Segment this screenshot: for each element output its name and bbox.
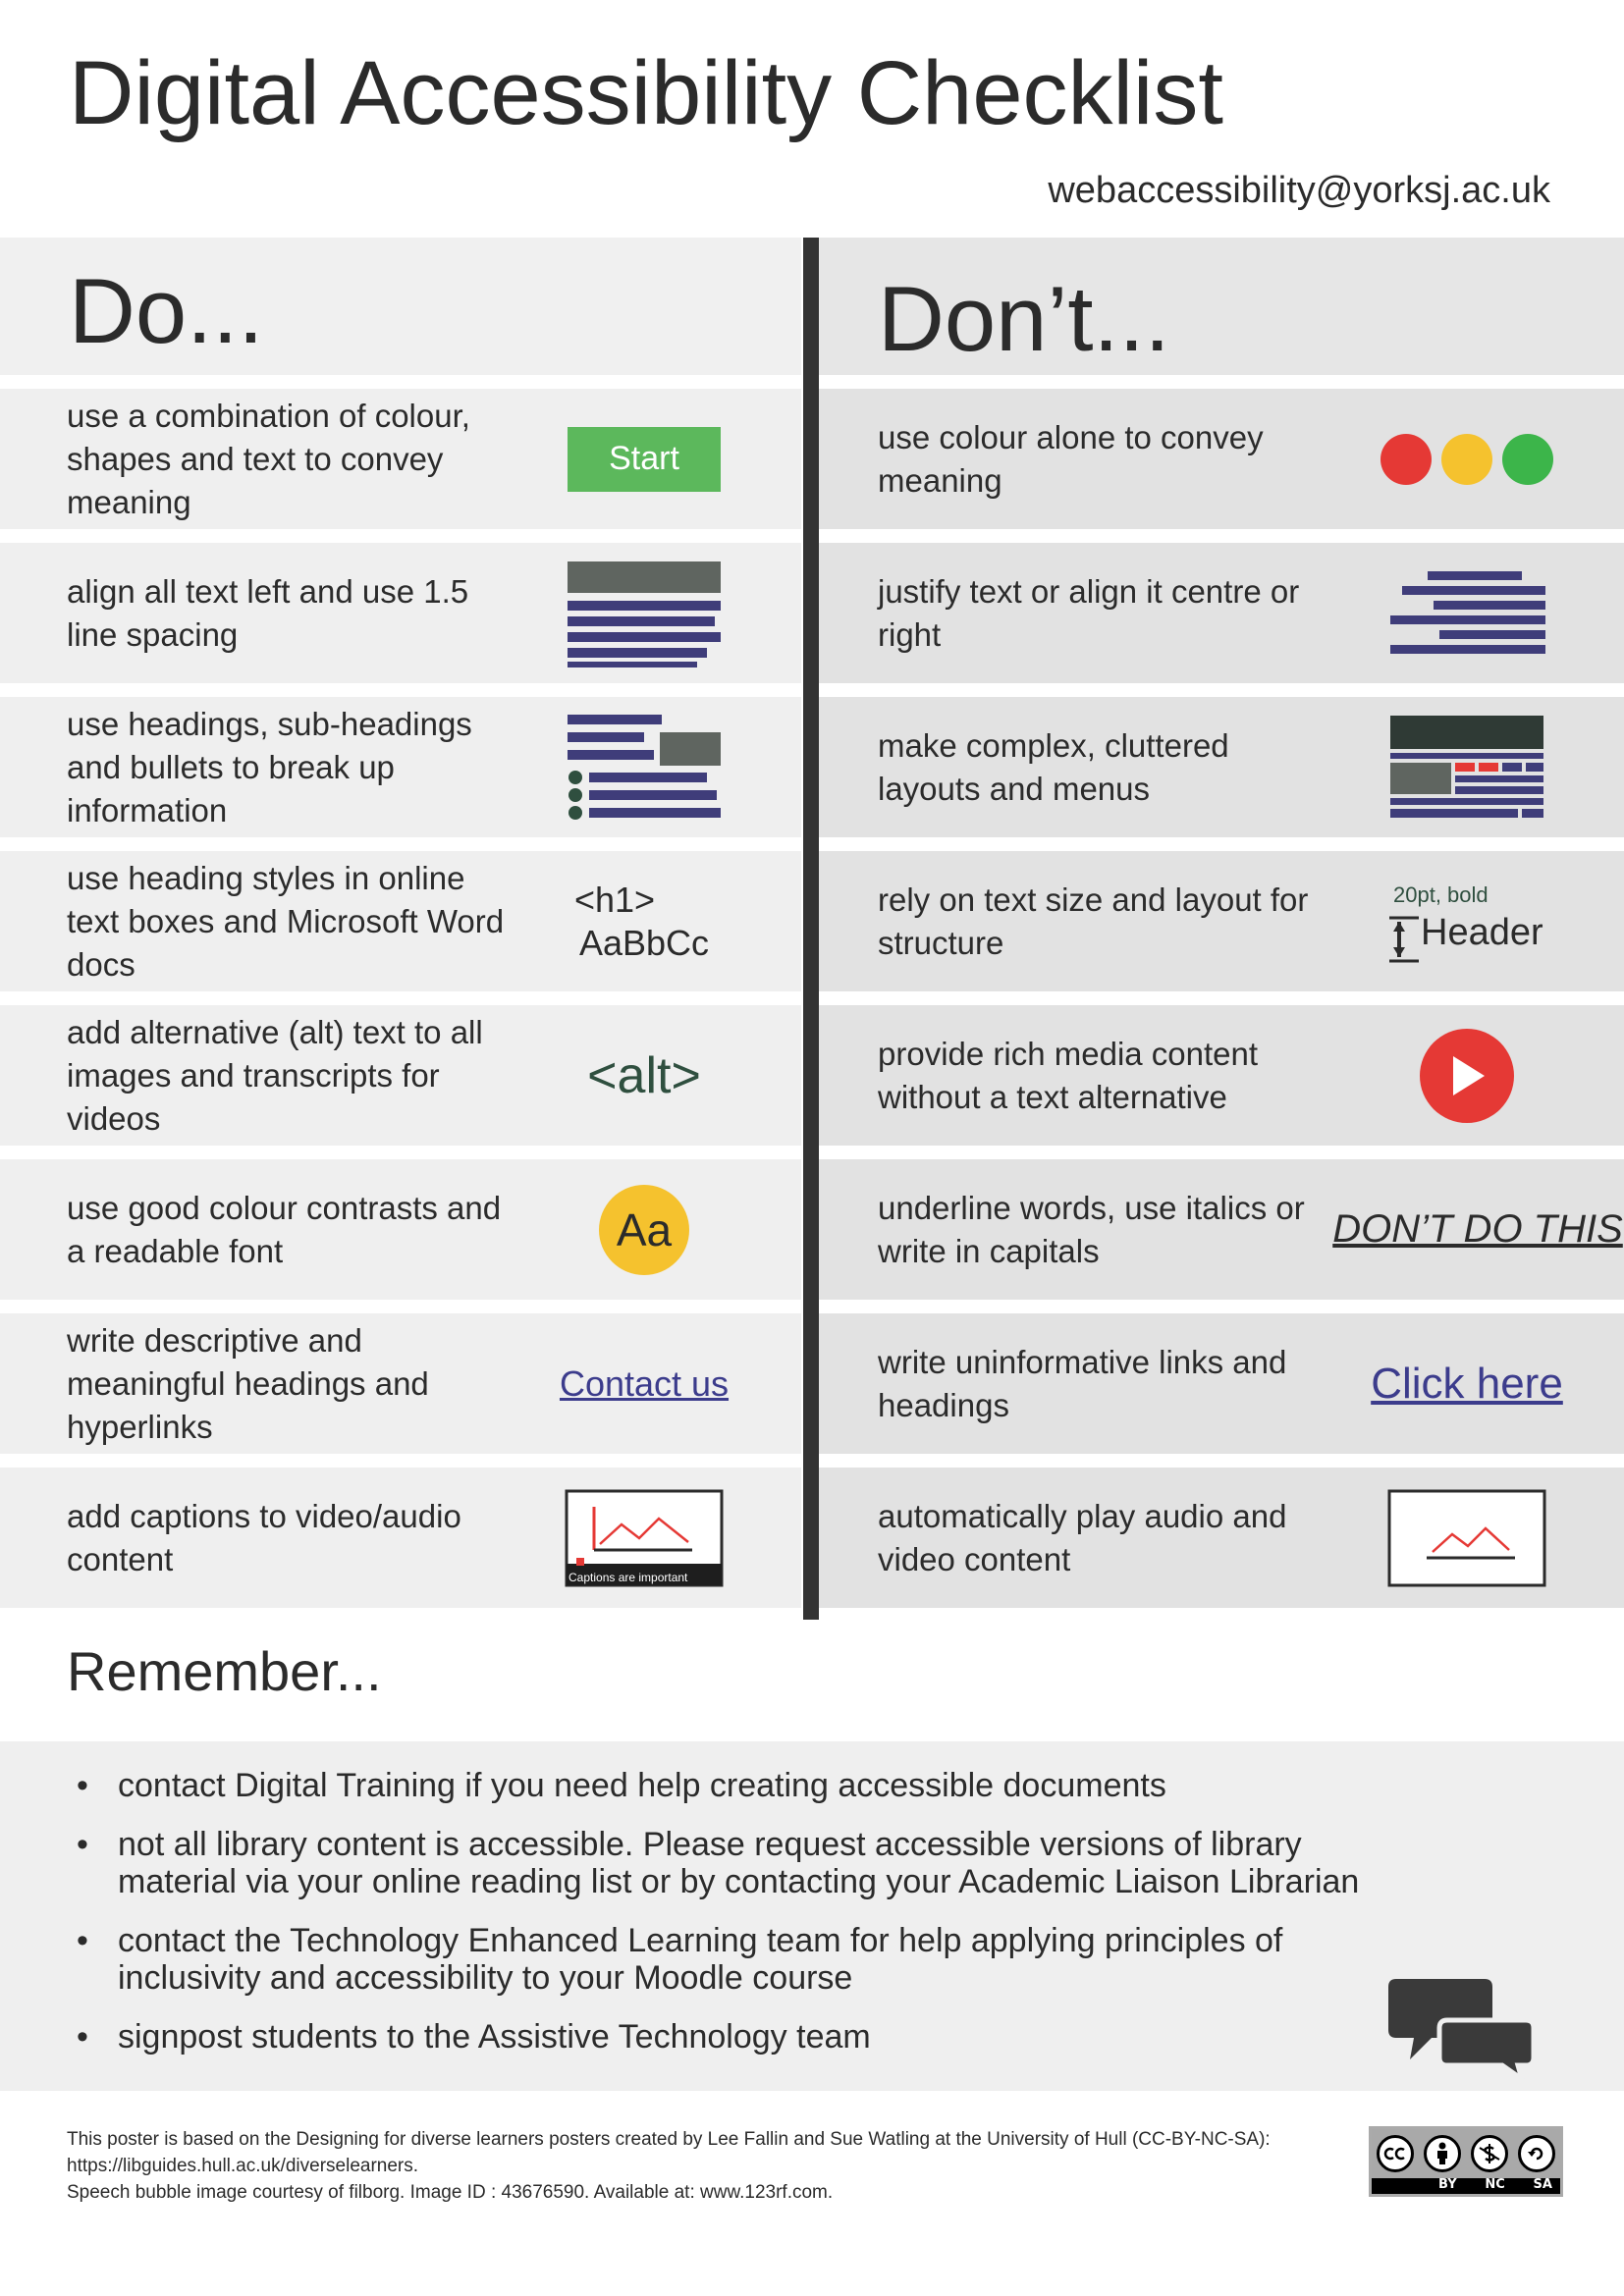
fake-header-sample [1383, 882, 1550, 961]
contact-email: webaccessibility@yorksj.ac.uk [1048, 170, 1550, 211]
dont-row-autoplay [819, 1468, 1624, 1608]
dont-row-uninformative-links [819, 1313, 1624, 1454]
do-row-text: use headings, sub-headings and bullets to break up information [67, 705, 472, 828]
dont-row-visual [1332, 1159, 1623, 1300]
dont-row-visual [1349, 389, 1585, 529]
column-divider [803, 238, 819, 1620]
dont-row-visual [1349, 543, 1585, 683]
dont-heading: Don’t... [878, 267, 1170, 370]
font-size-note: 20pt, bold [1393, 881, 1489, 907]
autoplay-video-icon [1387, 1489, 1546, 1587]
do-row-captions [0, 1468, 801, 1608]
do-row-text: add captions to video/audio content [67, 1497, 461, 1577]
remember-list-item [77, 1826, 1412, 1900]
do-row-text: write descriptive and meaningful headings and hyperlinks [67, 1321, 429, 1445]
do-row-alt-text [0, 1005, 801, 1146]
attribution-line: This poster is based on the Designing for diverse learners posters created by Lee Fallin and Sue Watling at the University of Hull (CC-BY-NC-SA): [67, 2129, 1271, 2150]
dont-row-visual [1349, 1005, 1585, 1146]
style-preview-label: AaBbCc [578, 922, 710, 963]
left-aligned-text-icon [566, 560, 723, 667]
remember-item-text: signpost students to the Assistive Technology team [118, 2018, 871, 2056]
heading-style-sample [573, 879, 710, 965]
do-row-text: use good colour contrasts and a readable font [67, 1189, 502, 1269]
captions-label: Captions are important [568, 1570, 688, 1584]
dont-row-justify [819, 543, 1624, 683]
dont-row-cluttered [819, 697, 1624, 837]
remember-list-item [77, 1922, 1412, 1997]
do-row-visual [526, 543, 762, 683]
attribution-icon [1424, 2135, 1461, 2172]
do-row-text: add alternative (alt) text to all images and transcripts for videos [67, 1013, 483, 1137]
do-row-contrast [0, 1159, 801, 1300]
header-sample-label: Header [1421, 911, 1543, 953]
alt-tag-sample: <alt> [587, 1046, 701, 1104]
do-row-heading-styles [0, 851, 801, 991]
contrast-sample-icon: Aa [599, 1185, 689, 1275]
do-row-visual [526, 697, 762, 837]
start-button-sample: Start [568, 427, 721, 492]
dont-row-text: automatically play audio and video content [878, 1497, 1287, 1577]
dont-row-text: write uninformative links and headings [878, 1343, 1287, 1423]
remember-item-text: contact the Technology Enhanced Learning team for help applying principles of inclusivity and accessibility to your Moodle course [118, 1922, 1283, 1997]
cc-icon [1377, 2135, 1414, 2172]
contact-us-link-sample: Contact us [559, 1362, 730, 1404]
cluttered-layout-icon [1388, 714, 1545, 822]
cc-label-sa: SA [1533, 2177, 1552, 2192]
do-row-visual [526, 1005, 762, 1146]
sharealike-icon [1518, 2135, 1555, 2172]
dont-row-visual [1349, 1313, 1585, 1454]
dont-row-text: underline words, use italics or write in capitals [878, 1189, 1305, 1269]
dont-do-this-sample: DON’T DO THIS [1332, 1207, 1623, 1251]
traffic-light-dots [1380, 434, 1553, 485]
bullet-icon: • [77, 1767, 88, 1804]
do-row-text: use heading styles in online text boxes and Microsoft Word docs [67, 859, 505, 983]
red-dot-icon [1380, 434, 1432, 485]
cc-icon-strip [1372, 2129, 1560, 2178]
do-row-descriptive-links [0, 1313, 801, 1454]
image-credit: Speech bubble image courtesy of filborg. Image ID : 43676590. Available at: www.123rf.com. [67, 2182, 834, 2203]
dont-row-visual [1349, 697, 1585, 837]
do-row-visual [526, 389, 762, 529]
dont-row-visual [1349, 851, 1585, 991]
cc-label-nc: NC [1485, 2177, 1505, 2192]
bullet-icon: • [77, 1922, 88, 1959]
h1-tag-label: <h1> [573, 879, 656, 920]
remember-heading: Remember... [67, 1640, 382, 1702]
click-here-link-sample: Click here [1371, 1359, 1563, 1408]
person-glyph-icon [1433, 2142, 1452, 2165]
do-row-colour-shapes [0, 389, 801, 529]
cc-label-by: BY [1438, 2177, 1457, 2192]
dont-row-text: use colour alone to convey meaning [878, 418, 1264, 499]
dont-row-text: rely on text size and layout for structure [878, 881, 1309, 961]
structured-layout-icon [566, 713, 723, 823]
dont-row-colour-alone [819, 389, 1624, 529]
do-row-align-left [0, 543, 801, 683]
captioned-video-icon [565, 1489, 724, 1587]
do-column [0, 238, 801, 1608]
attribution-footer [67, 2126, 1353, 2206]
text-size-arrow-icon [1387, 916, 1421, 963]
dont-row-text-size [819, 851, 1624, 991]
creative-commons-badge [1369, 2126, 1563, 2197]
dont-row-text: provide rich media content without a text alternative [878, 1035, 1259, 1115]
do-row-visual [526, 1468, 762, 1608]
cc-glyph-icon [1383, 2144, 1407, 2163]
no-dollar-glyph-icon [1478, 2142, 1501, 2165]
noncommercial-icon [1471, 2135, 1508, 2172]
dont-heading-block [819, 238, 1624, 375]
dont-row-text: make complex, cluttered layouts and menus [878, 726, 1229, 807]
bullet-icon: • [77, 2018, 88, 2056]
dont-row-visual [1349, 1468, 1585, 1608]
page-title: Digital Accessibility Checklist [69, 43, 1223, 143]
do-heading-block [0, 238, 801, 375]
do-row-visual [526, 1159, 762, 1300]
remember-list [77, 1767, 1412, 2077]
circular-arrow-glyph-icon [1525, 2142, 1548, 2165]
dont-row-underline-italics [819, 1159, 1624, 1300]
dont-row-text: justify text or align it centre or right [878, 572, 1300, 653]
do-row-visual [526, 851, 762, 991]
dont-column [819, 238, 1624, 1608]
remember-box [0, 1741, 1624, 2091]
remember-list-item [77, 1767, 1412, 1804]
do-row-text: use a combination of colour, shapes and text to convey meaning [67, 397, 470, 520]
do-row-text: align all text left and use 1.5 line spacing [67, 572, 469, 653]
do-heading: Do... [69, 259, 264, 362]
bullet-icon: • [77, 1826, 88, 1863]
speech-bubbles-icon [1388, 1977, 1536, 2079]
remember-item-text: not all library content is accessible. Please request accessible versions of library material via your online reading list or by contacting your Academic Liaison Librarian [118, 1826, 1360, 1900]
cc-license-labels [1438, 2177, 1552, 2192]
green-dot-icon [1502, 434, 1553, 485]
attribution-url: https://libguides.hull.ac.uk/diverselearners. [67, 2156, 419, 2176]
do-row-headings-bullets [0, 697, 801, 837]
yellow-dot-icon [1441, 434, 1492, 485]
do-row-visual [526, 1313, 762, 1454]
justified-text-icon [1388, 569, 1545, 658]
remember-list-item [77, 2018, 1412, 2056]
play-triangle-icon [1445, 1052, 1489, 1099]
remember-item-text: contact Digital Training if you need help creating accessible documents [118, 1767, 1166, 1804]
dont-row-rich-media [819, 1005, 1624, 1146]
play-button-icon [1420, 1029, 1514, 1123]
